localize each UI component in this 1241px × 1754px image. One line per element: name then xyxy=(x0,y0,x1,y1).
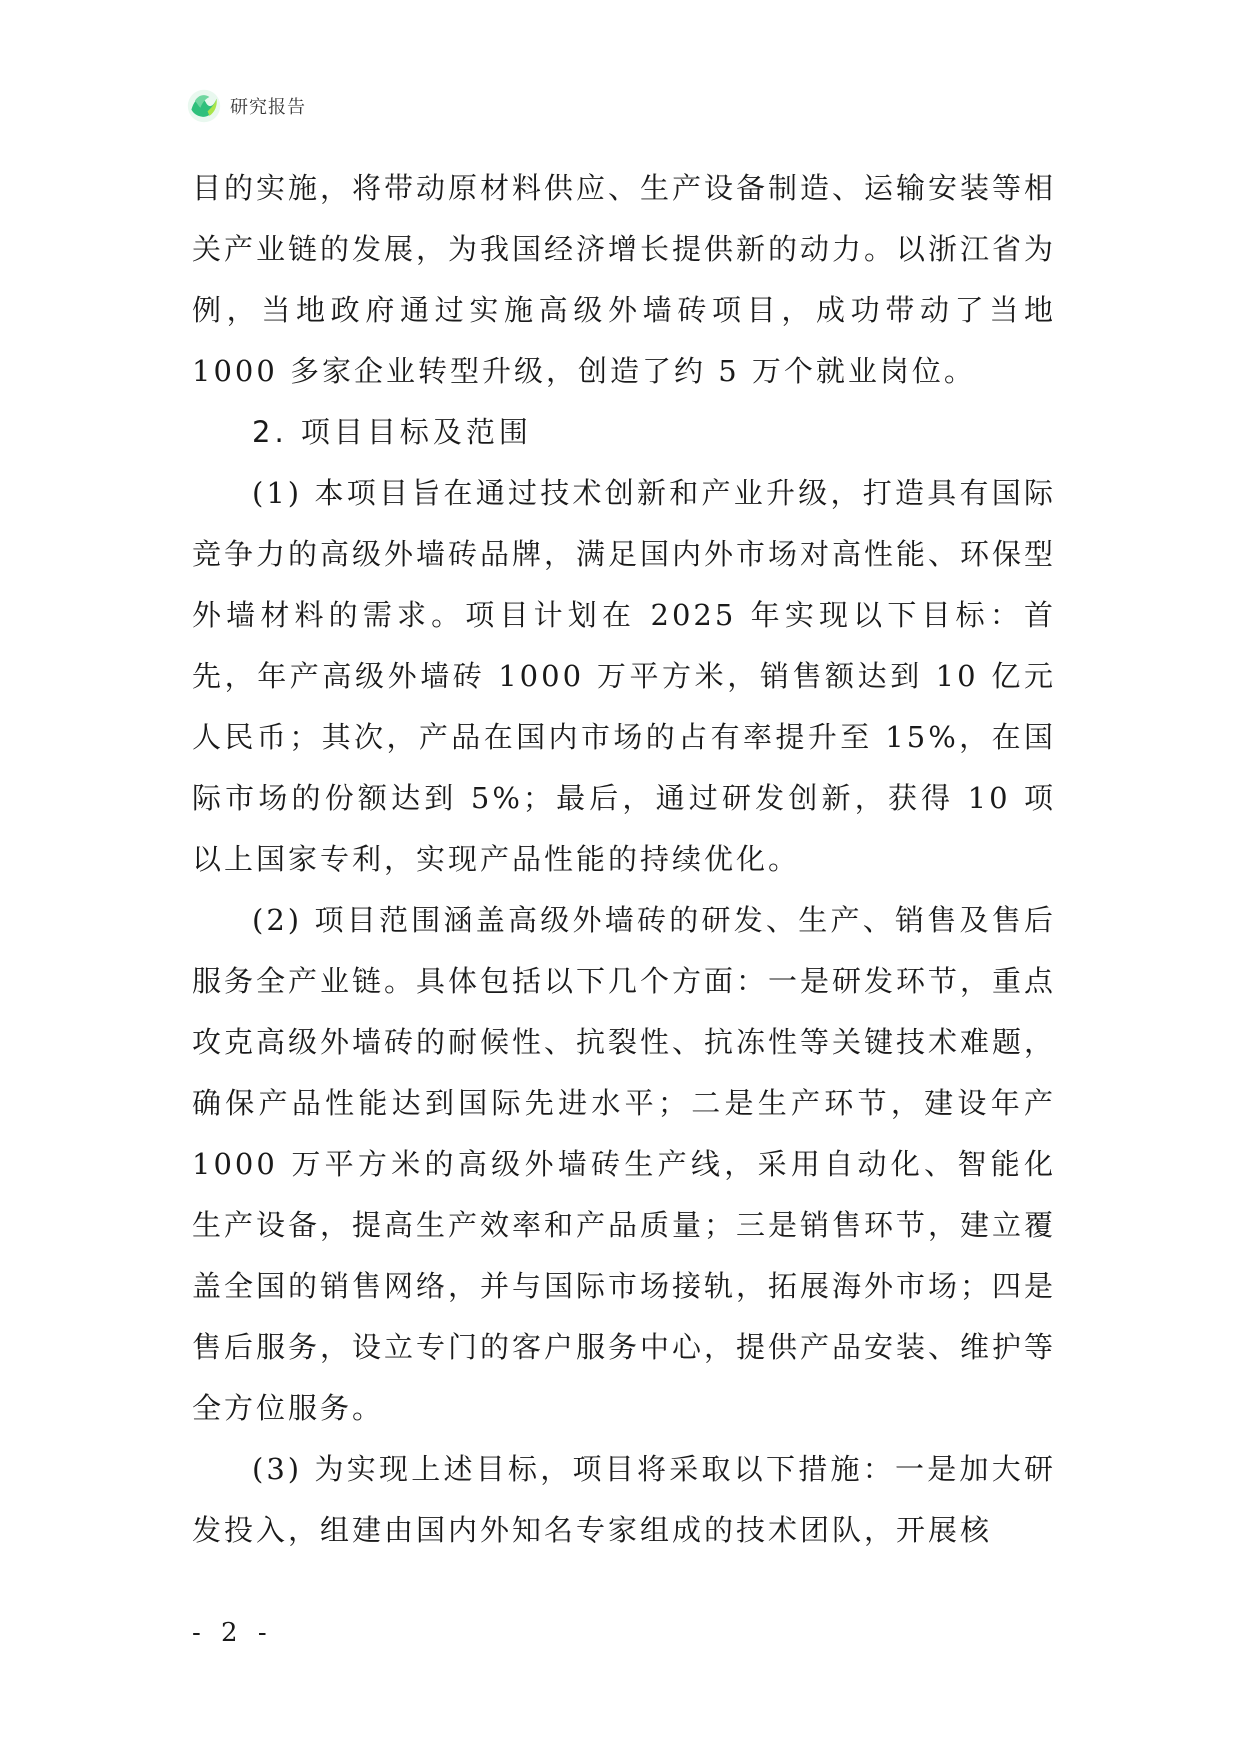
paragraph-measures: (3) 为实现上述目标，项目将采取以下措施：一是加大研发投入，组建由国内外知名专家组成的技术团队，开展核 xyxy=(192,1452,1056,1547)
paragraph-scope: (2) 项目范围涵盖高级外墙砖的研发、生产、销售及售后服务全产业链。具体包括以下几个方面：一是研发环节，重点攻克高级外墙砖的耐候性、抗裂性、抗冻性等关键技术难题，确保产品性能达到国际先进水平；二是生产环节，建设年产 1000 万平方米的高级外墙砖生产线，采用自动化、智能化生产设备，提高生产效率和产品质量；三是销售环节，建立覆盖全国的销售网络，并与国际市场接轨，拓展海外市场；四是售后服务，设立专门的客户服务中心，提供产品安装、维护等全方位服务。 xyxy=(192,903,1057,1425)
page-header xyxy=(186,86,306,126)
page-number: - 2 - xyxy=(192,1618,273,1648)
header-title: 研究报告 xyxy=(230,97,306,118)
logo-icon xyxy=(186,88,222,124)
paragraph-continuation: 目的实施，将带动原材料供应、生产设备制造、运输安装等相关产业链的发展，为我国经济增长提供新的动力。以浙江省为例，当地政府通过实施高级外墙砖项目，成功带动了当地 1000 多家企业转型升级，创造了约 5 万个就业岗位。 xyxy=(192,171,1057,388)
document-body xyxy=(192,158,1056,1561)
paragraph-goals: (1) 本项目旨在通过技术创新和产业升级，打造具有国际竞争力的高级外墙砖品牌，满足国内外市场对高性能、环保型外墙材料的需求。项目计划在 2025 年实现以下目标：首先，年产高级外墙砖 1000 万平方米，销售额达到 10 亿元人民币；其次，产品在国内市场的占有率提升至 15%，在国际市场的份额达到 5%；最后，通过研发创新，获得 10 项以上国家专利，实现产品性能的持续优化。 xyxy=(192,476,1057,876)
section-heading: 2. 项目目标及范围 xyxy=(252,415,532,449)
